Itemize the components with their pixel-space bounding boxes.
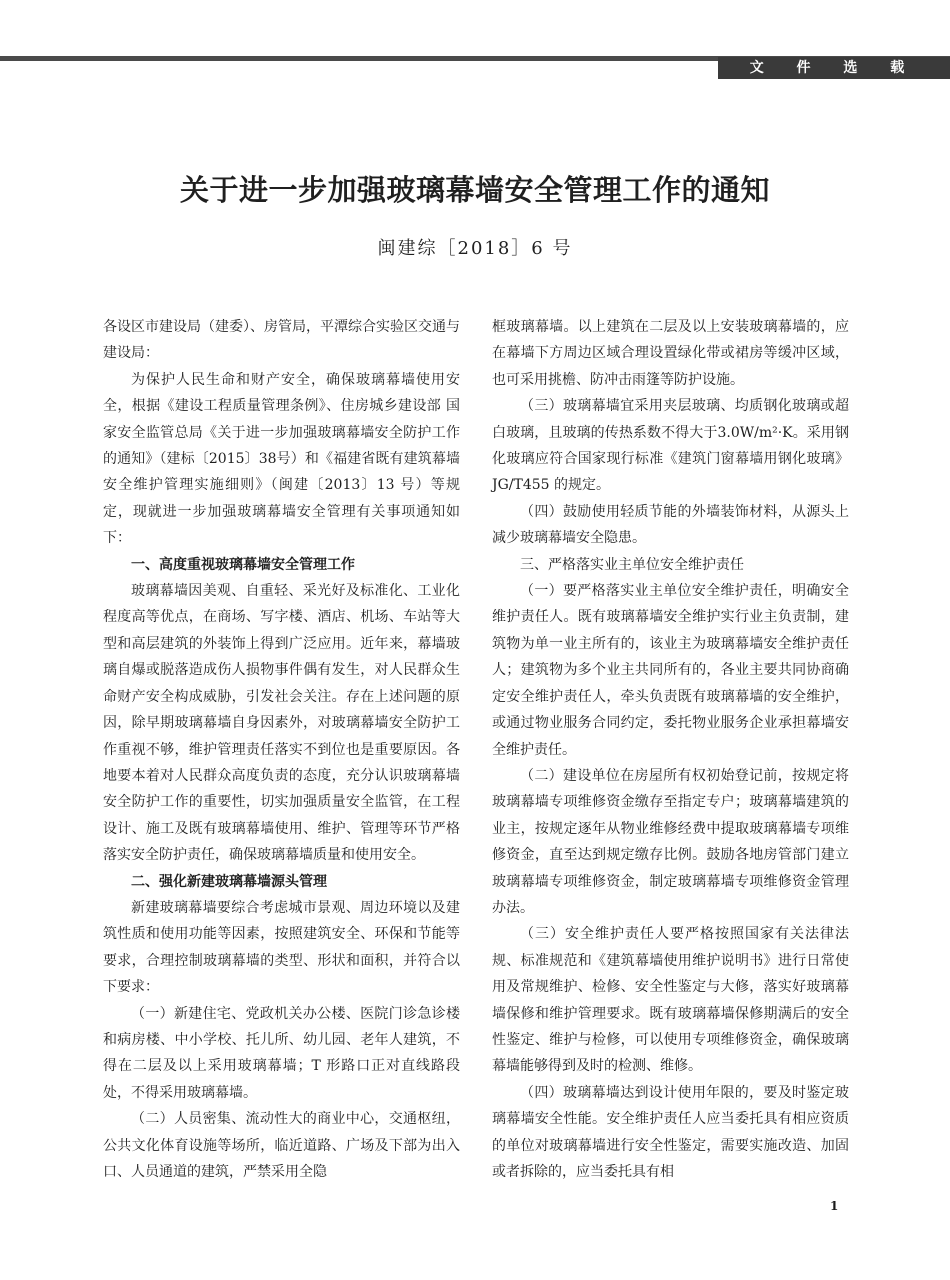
item-3-4: （四）玻璃幕墙达到设计使用年限的，要及时鉴定玻璃幕墙安全性能。安全维护责任人应当委托具有相应资质的单位对玻璃幕墙进行安全性鉴定，需要实施改造、加固或者拆除的，应当委托具有相 bbox=[492, 1084, 849, 1180]
section-label: 文 件 选 载 bbox=[718, 57, 950, 79]
section-heading-1: 一、高度重视玻璃幕墙安全管理工作 bbox=[131, 556, 355, 573]
item-3-3: （三）安全维护责任人要严格按照国家有关法律法规、标准规范和《建筑幕墙使用维护说明书》进行日常使用及常规维护、检修、安全性鉴定与大修，落实好玻璃幕墙保修和维护管理要求。既有玻璃幕墙保修期满后的安全性鉴定、维护与检修，可以使用专项维修资金，确保玻璃幕墙能够得到及时的检测、维修。 bbox=[492, 926, 849, 1075]
item-2-1: （一）新建住宅、党政机关办公楼、医院门诊急诊楼和病房楼、中小学校、托儿所、幼儿园、老年人建筑，不得在二层及以上采用玻璃幕墙；T 形路口正对直线路段处，不得采用玻璃幕墙。 bbox=[103, 1005, 460, 1101]
item-3-1: （一）要严格落实业主单位安全维护责任，明确安全维护责任人。既有玻璃幕墙安全维护实行业主负责制，建筑物为单一业主所有的，该业主为玻璃幕墙安全维护责任人；建筑物为多个业主共同所有的，各业主要共同协商确定安全维护责任人，牵头负责既有玻璃幕墙的安全维护，或通过物业服务合同约定，委托物业服务企业承担幕墙安全维护责任。 bbox=[492, 583, 849, 758]
intro-paragraph: 为保护人民生命和财产安全，确保玻璃幕墙使用安全，根据《建设工程质量管理条例》、住房城乡建设部 国家安全监管总局《关于进一步加强玻璃幕墙安全防护工作的通知》（建标〔2015〕38号）和《福建省既有建筑幕墙安全维护管理实施细则》（闽建〔2013〕13 号）等规定，现就进一步加强玻璃幕墙安全管理有关事项通知如下： bbox=[103, 371, 460, 547]
page-title: 关于进一步加强玻璃幕墙安全管理工作的通知 bbox=[179, 173, 770, 207]
item-3-2: （二）建设单位在房屋所有权初始登记前，按规定将玻璃幕墙专项维修资金缴存至指定专户；玻璃幕墙建筑的业主，按规定逐年从物业维修经费中提取玻璃幕墙专项维修资金，直至达到规定缴存比例。鼓励各地房管部门建立玻璃幕墙专项维修资金，制定玻璃幕墙专项维修资金管理办法。 bbox=[492, 767, 849, 916]
document-number: 闽建综［2018］6 号 bbox=[377, 238, 573, 259]
paragraph-2: 新建玻璃幕墙要综合考虑城市景观、周边环境以及建筑性质和使用功能等因素，按照建筑安全、环保和节能等要求，合理控制玻璃幕墙的类型、形状和面积，并符合以下要求： bbox=[103, 899, 460, 996]
item-2-3: （三）玻璃幕墙宜采用夹层玻璃、均质钢化玻璃或超白玻璃，且玻璃的传热系数不得大于3.0W/m²·K。采用钢化玻璃应符合国家现行标准《建筑门窗幕墙用钢化玻璃》JG/T455 的规定。 bbox=[492, 398, 849, 494]
page-number: 1 bbox=[830, 1199, 839, 1213]
section-heading-2: 二、强化新建玻璃幕墙源头管理 bbox=[131, 873, 327, 890]
item-2-4: （四）鼓励使用轻质节能的外墙装饰材料，从源头上减少玻璃幕墙安全隐患。 bbox=[492, 503, 849, 547]
addressee: 各设区市建设局（建委）、房管局，平潭综合实验区交通与建设局： bbox=[103, 319, 460, 362]
paragraph-1: 玻璃幕墙因美观、自重轻、采光好及标准化、工业化程度高等优点，在商场、写字楼、酒店、机场、车站等大型和高层建筑的外装饰上得到广泛应用。近年来，幕墙玻璃自爆或脱落造成伤人损物事件偶有发生，对人民群众生命财产安全构成威胁，引发社会关注。存在上述问题的原因，除早期玻璃幕墙自身因素外，对玻璃幕墙安全防护工作重视不够，维护管理责任落实不到位也是重要原因。各地要本着对人民群众高度负责的态度，充分认识玻璃幕墙安全防护工作的重要性，切实加强质量安全监管，在工程设计、施工及既有玻璃幕墙使用、维护、管理等环节严格落实安全防护责任，确保玻璃幕墙质量和使用安全。 bbox=[103, 583, 460, 864]
item-2-2-continued: 框玻璃幕墙。以上建筑在二层及以上安装玻璃幕墙的，应在幕墙下方周边区域合理设置绿化带或裙房等缓冲区域，也可采用挑檐、防冲击雨篷等防护设施。 bbox=[492, 319, 849, 388]
left-column bbox=[103, 314, 460, 1185]
section-heading-3: 三、严格落实业主单位安全维护责任 bbox=[520, 556, 744, 573]
item-2-2-start: （二）人员密集、流动性大的商业中心，交通枢纽，公共文化体育设施等场所，临近道路、广场及下部为出入口、人员通道的建筑，严禁采用全隐 bbox=[103, 1111, 460, 1180]
right-column bbox=[492, 314, 849, 1185]
